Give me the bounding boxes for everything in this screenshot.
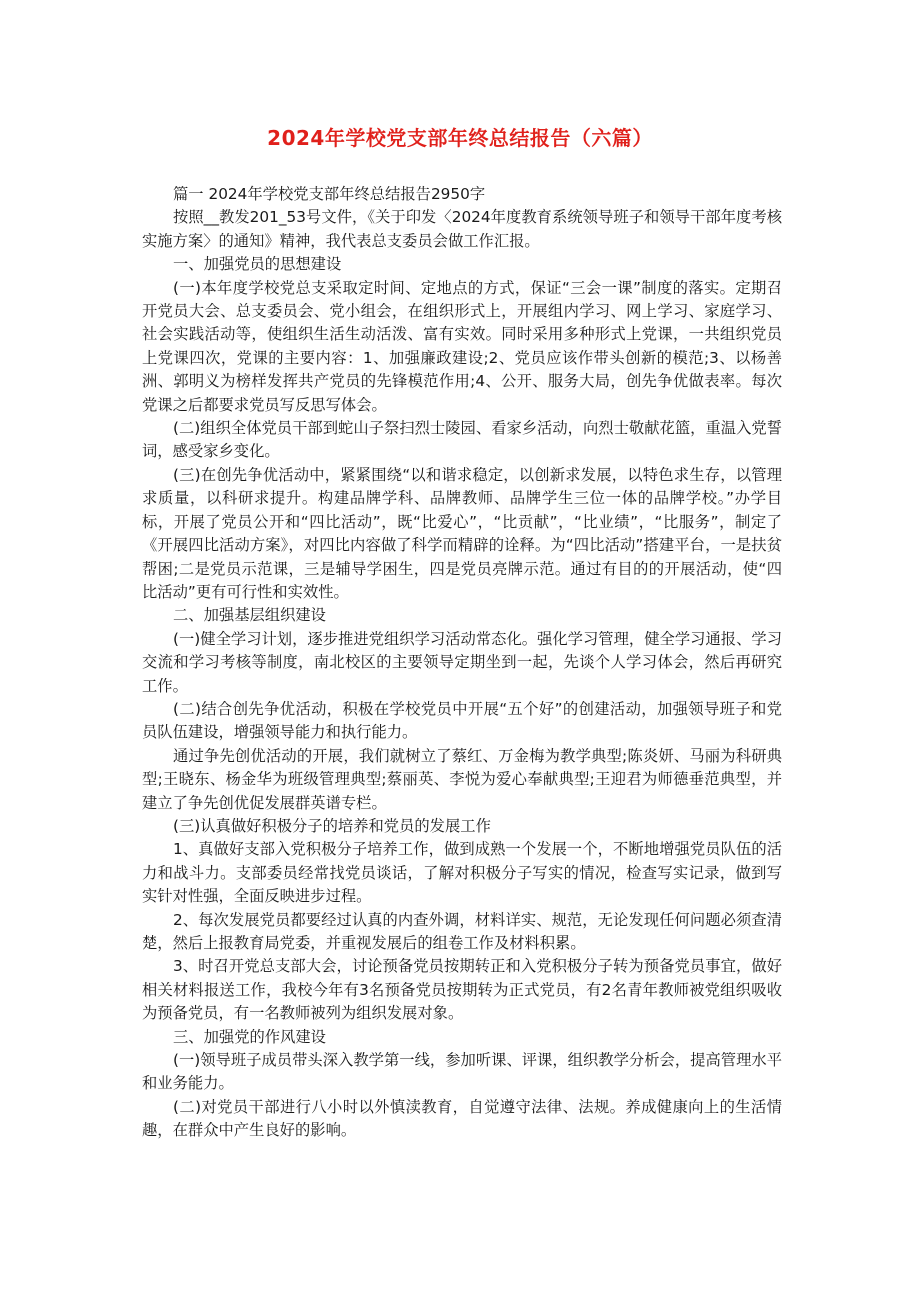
paragraph: (一)健全学习计划，逐步推进党组织学习活动常态化。强化学习管理，健全学习通报、学习交流和学习考核等制度，南北校区的主要领导定期坐到一起，先谈个人学习体会，然后再研究工作。 <box>142 629 782 695</box>
paragraph: 按照__教发201_53号文件，《关于印发〈2024年度教育系统领导班子和领导干部年度考核实施方案〉的通知》精神，我代表总支委员会做工作汇报。 <box>142 208 782 250</box>
paragraph: (一)领导班子成员带头深入教学第一线，参加听课、评课，组织教学分析会，提高管理水平和业务能力。 <box>142 1051 782 1093</box>
section-heading: 二、加强基层组织建设 <box>173 606 326 625</box>
paragraph: 2、每次发展党员都要经过认真的内查外调，材料详实、规范，无论发现任何问题必须查清楚，然后上报教育局党委，并重视发展后的组卷工作及材料积累。 <box>142 910 782 952</box>
paragraph: (二)组织全体党员干部到蛇山子祭扫烈士陵园、看家乡活动，向烈士敬献花篮，重温入党誓词，感受家乡变化。 <box>142 419 782 461</box>
paragraph: 1、真做好支部入党积极分子培养工作，做到成熟一个发展一个，不断地增强党员队伍的活力和战斗力。支部委员经常找党员谈话，了解对积极分子写实的情况，检查写实记录，做到写实针对性强，全面反映进步过程。 <box>142 840 782 906</box>
document-body <box>142 183 782 1143</box>
section-heading: 一、加强党员的思想建设 <box>173 255 342 274</box>
paragraph: (三)在创先争优活动中，紧紧围绕“以和谐求稳定，以创新求发展，以特色求生存，以管理求质量，以科研求提升。构建品牌学科、品牌教师、品牌学生三位一体的品牌学校。”办学目标，开展了党员公开和“四比活动”，既“比爱心”，“比贡献”，“比业绩”，“比服务”，制定了《开展四比活动方案》，对四比内容做了科学而精辟的诠释。为“四比活动”搭建平台，一是扶贫帮困;二是党员示范课，三是辅导学困生，四是党员亮牌示范。通过有目的的开展活动，使“四比活动”更有可行性和实效性。 <box>142 465 782 601</box>
paragraph: (二)对党员干部进行八小时以外慎渎教育，自觉遵守法律、法规。养成健康向上的生活情趣，在群众中产生良好的影响。 <box>142 1097 782 1140</box>
paragraph: 篇一 2024年学校党支部年终总结报告2950字 <box>173 185 486 203</box>
section-heading: 三、加强党的作风建设 <box>173 1027 326 1046</box>
subsection-heading: (三)认真做好积极分子的培养和党员的发展工作 <box>173 816 491 835</box>
paragraph: 通过争先创优活动的开展，我们就树立了蔡红、万金梅为教学典型;陈炎妍、马丽为科研典型;王晓东、杨金华为班级管理典型;蔡丽英、李悦为爱心奉献典型;王迎君为师德垂范典型，并建立了争先创优促发展群英谱专栏。 <box>142 746 782 812</box>
paragraph: (二)结合创先争优活动，积极在学校党员中开展“五个好”的创建活动，加强领导班子和党员队伍建设，增强领导能力和执行能力。 <box>142 699 782 742</box>
document-title: 2024年学校党支部年终总结报告（六篇） <box>267 126 653 150</box>
paragraph: (一)本年度学校党总支采取定时间、定地点的方式，保证“三会一课”制度的落实。定期召开党员大会、总支委员会、党小组会，在组织形式上，开展组内学习、网上学习、家庭学习、社会实践活动等，使组织生活生动活泼、富有实效。同时采用多种形式上党课，一共组织党员上党课四次，党课的主要内容：1、加强廉政建设;2、党员应该作带头创新的模范;3、以杨善洲、郭明义为榜样发挥共产党员的先锋模范作用;4、公开、服务大局，创先争优做表率。每次党课之后都要求党员写反思写体会。 <box>142 278 782 414</box>
paragraph: 3、时召开党总支部大会，讨论预备党员按期转正和入党积极分子转为预备党员事宜，做好相关材料报送工作，我校今年有3名预备党员按期转为正式党员，有2名青年教师被党组织吸收为预备党员，有一名教师被列为组织发展对象。 <box>142 957 782 1023</box>
